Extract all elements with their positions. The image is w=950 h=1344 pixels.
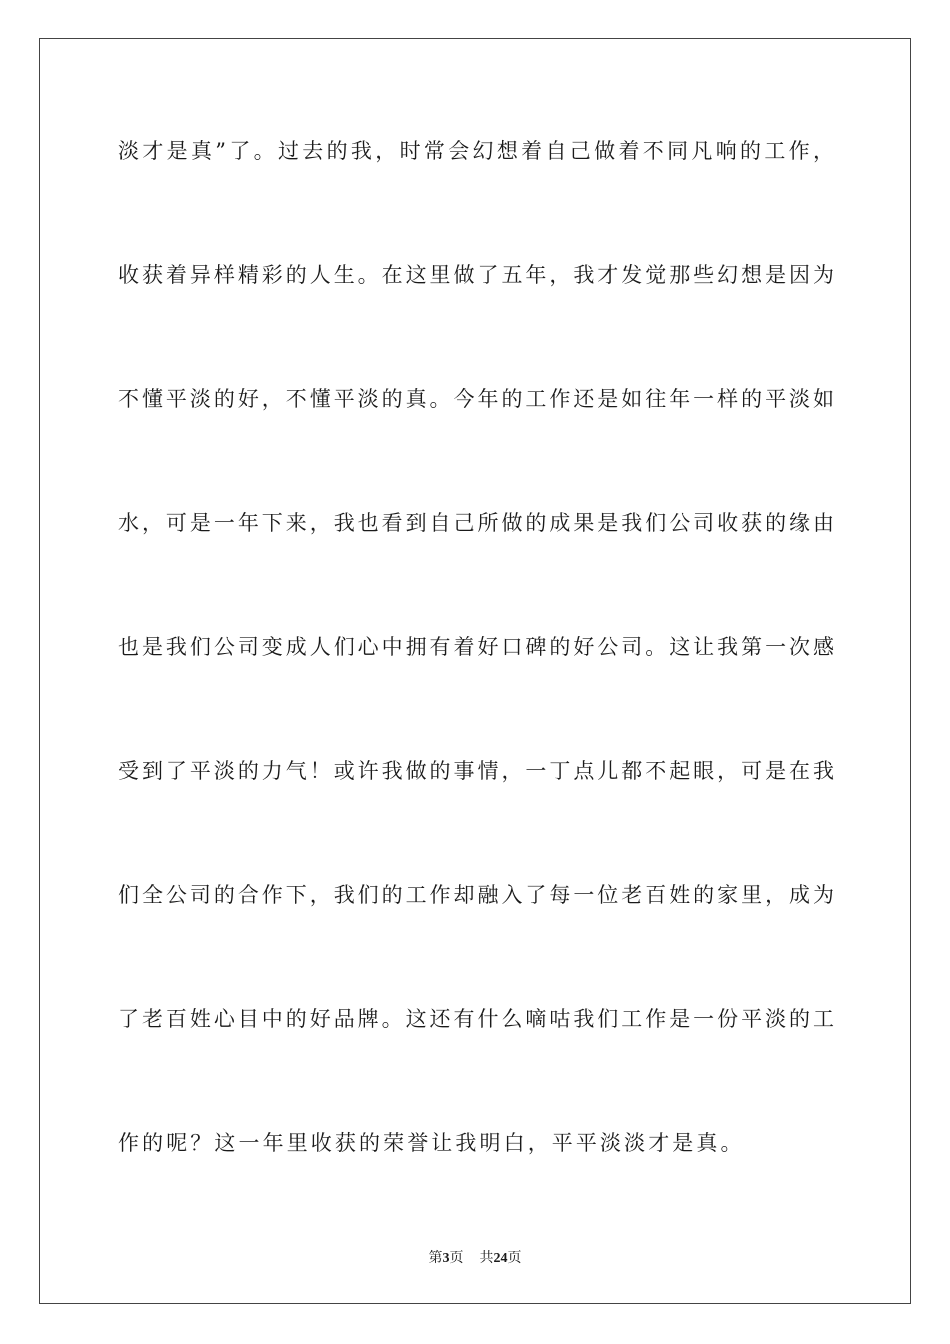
paragraph-line: 作的呢？这一年里收获的荣誉让我明白，平平淡淡才是真。 (118, 1131, 745, 1155)
page-number: 3 (442, 1251, 450, 1266)
page-footer (0, 1248, 950, 1269)
paragraph-line: 受到了平淡的力气！或许我做的事情，一丁点儿都不起眼，可是在我 (118, 759, 834, 783)
paragraph-line: 也是我们公司变成人们心中拥有着好口碑的好公司。这让我第一次感 (118, 635, 834, 659)
total-label-suffix: 页 (507, 1250, 522, 1266)
page-border (39, 38, 911, 1304)
paragraph-line: 们全公司的合作下，我们的工作却融入了每一位老百姓的家里，成为 (118, 883, 834, 907)
page-label-suffix: 页 (449, 1250, 464, 1266)
paragraph-line: 收获着异样精彩的人生。在这里做了五年，我才发觉那些幻想是因为 (118, 263, 834, 287)
paragraph-line: 水，可是一年下来，我也看到自己所做的成果是我们公司收获的缘由 (118, 511, 834, 535)
paragraph-line: 不懂平淡的好，不懂平淡的真。今年的工作还是如往年一样的平淡如 (118, 387, 834, 411)
paragraph-line: 淡才是真”了。过去的我，时常会幻想着自己做着不同凡响的工作， (118, 139, 834, 163)
total-pages: 24 (493, 1251, 508, 1266)
paragraph-line: 了老百姓心目中的好品牌。这还有什么嘀咕我们工作是一份平淡的工 (118, 1007, 834, 1031)
page-label-prefix: 第 (428, 1250, 443, 1266)
total-label-prefix: 共 (479, 1250, 494, 1266)
